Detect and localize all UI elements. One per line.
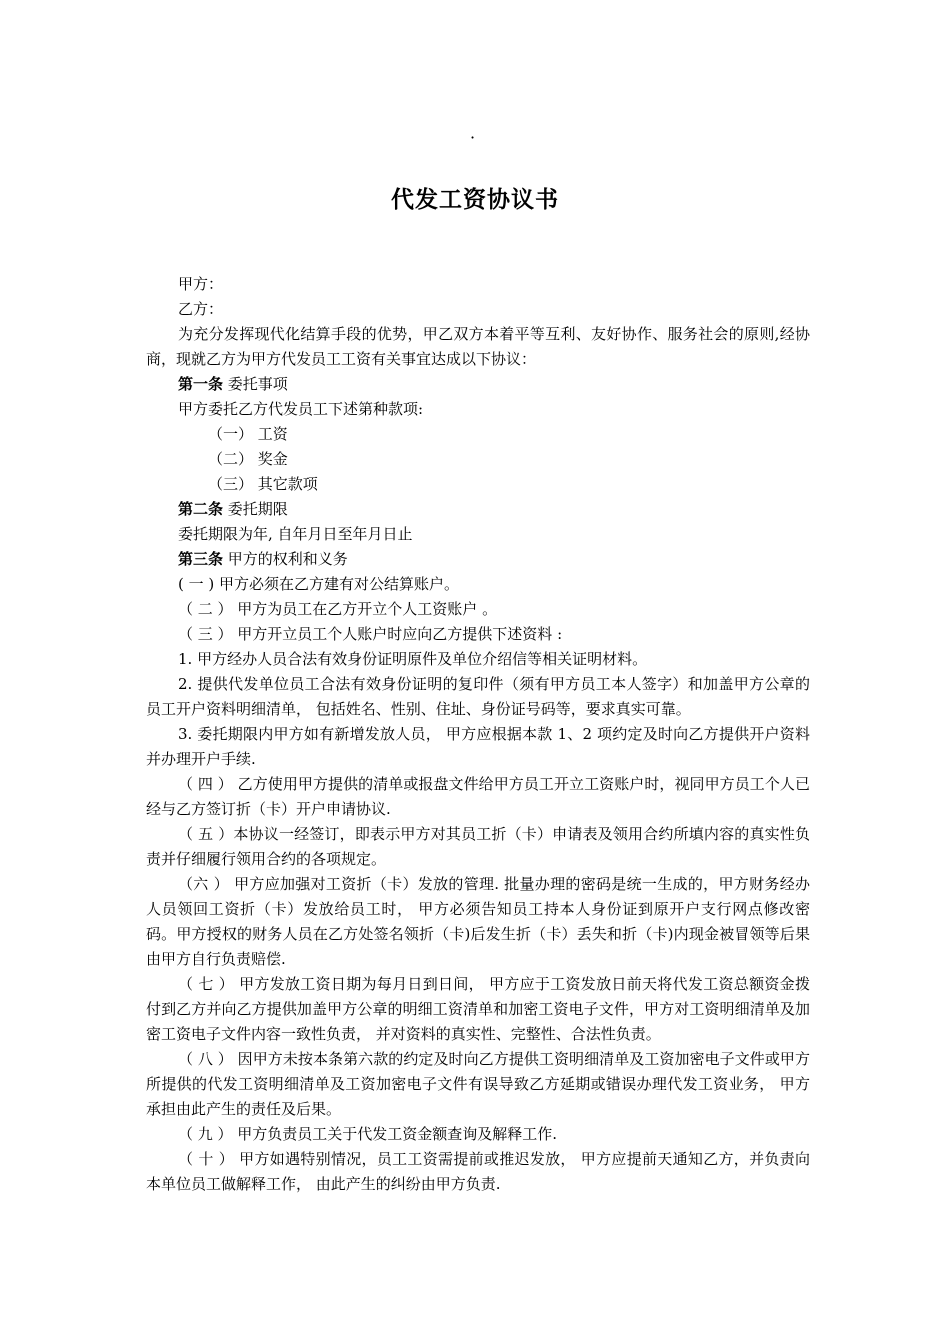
article-2-heading: [146, 497, 810, 522]
article-3-clause-9: （ 九 ） 甲方负责员工关于代发工资金额查询及解释工作.: [178, 1125, 558, 1143]
article-3-clause-4: （ 四 ） 乙方使用甲方提供的清单或报盘文件给甲方员工开立工资账户时，视同甲方员工个人已经与乙方签订折（卡）开户申请协议.: [146, 775, 810, 818]
article-3-sub-1: 1. 甲方经办人员合法有效身份证明原件及单位介绍信等相关证明材料。: [178, 650, 648, 668]
article-3-heading: [146, 547, 810, 572]
article-3-clause-7: （ 七 ） 甲方发放工资日期为每月日到日间， 甲方应于工资发放日前天将代发工资总额资金拨付到乙方并向乙方提供加盖甲方公章的明细工资清单和加密工资电子文件，甲方对工资明细清单及加密工资电子文件内容一致性负责， 并对资料的真实性、完整性、合法性负责。: [146, 975, 810, 1043]
article-2-body: 委托期限为年, 自年月日至年月日止: [178, 525, 413, 543]
article-3-number: 第三条: [178, 550, 224, 568]
party-b-line: 乙方：: [178, 300, 224, 318]
article-3-clause-6: （六 ） 甲方应加强对工资折（卡）发放的管理. 批量办理的密码是统一生成的，甲方财务经办人员领回工资折（卡）发放给员工时， 甲方必须告知员工持本人身份证到原开户支行网点修改密码。甲方授权的财务人员在乙方处签名领折（卡)后发生折（卡）丢失和折（卡)内现金被冒领等后果由甲方自行负责赔偿.: [146, 875, 810, 968]
article-3-clause-8: （ 八 ） 因甲方未按本条第六款的约定及时向乙方提供工资明细清单及工资加密电子文件或甲方所提供的代发工资明细清单及工资加密电子文件有误导致乙方延期或错误办理代发工资业务， 甲方承担由此产生的责任及后果。: [146, 1050, 810, 1118]
article-3-sub-2: 2. 提供代发单位员工合法有效身份证明的复印件（须有甲方员工本人签字）和加盖甲方公章的员工开户资料明细清单， 包括姓名、性别、住址、身份证号码等，要求真实可靠。: [146, 675, 810, 718]
article-3-clause-10: （ 十 ） 甲方如遇特别情况，员工工资需提前或推迟发放， 甲方应提前天通知乙方，并负责向本单位员工做解释工作， 由此产生的纠纷由甲方负责.: [146, 1150, 810, 1193]
article-1-body: 甲方委托乙方代发员工下述第种款项:: [178, 400, 424, 418]
article-2-number: 第二条: [178, 500, 224, 518]
article-3-sub-3: 3. 委托期限内甲方如有新增发放人员， 甲方应根据本款 1、2 项约定及时向乙方提供开户资料并办理开户手续.: [146, 725, 810, 768]
article-3-clause-5: （ 五 ）本协议一经签订，即表示甲方对其员工折（卡）申请表及领用合约所填内容的真实性负责并仔细履行领用合约的各项规定。: [146, 825, 810, 868]
article-1-title: 委托事项: [223, 375, 288, 393]
article-3-clause-3: （ 三 ） 甲方开立员工个人账户时应向乙方提供下述资料 :: [178, 625, 563, 643]
party-a-line: 甲方：: [178, 275, 224, 293]
article-1-item-3: （三） 其它款项: [208, 475, 318, 493]
article-1-item-2: （二） 奖金: [208, 450, 288, 468]
document-title: 代发工资协议书: [391, 186, 559, 213]
article-1-item-1: （一） 工资: [208, 425, 288, 443]
article-3-title: 甲方的权利和义务: [223, 550, 348, 568]
article-1-number: 第一条: [178, 375, 224, 393]
article-1-heading: [146, 372, 810, 397]
article-3-clause-1: ( 一 ) 甲方必须在乙方建有对公结算账户。: [178, 575, 460, 593]
article-3-clause-2: （ 二 ） 甲方为员工在乙方开立个人工资账户 。: [178, 600, 498, 618]
article-2-title: 委托期限: [223, 500, 288, 518]
header-mark: ·: [470, 128, 476, 147]
document-body: [146, 272, 810, 1197]
intro-paragraph: 为充分发挥现代化结算手段的优势，甲乙双方本着平等互利、友好协作、服务社会的原则,经协商，现就乙方为甲方代发员工工资有关事宜达成以下协议：: [146, 325, 810, 368]
